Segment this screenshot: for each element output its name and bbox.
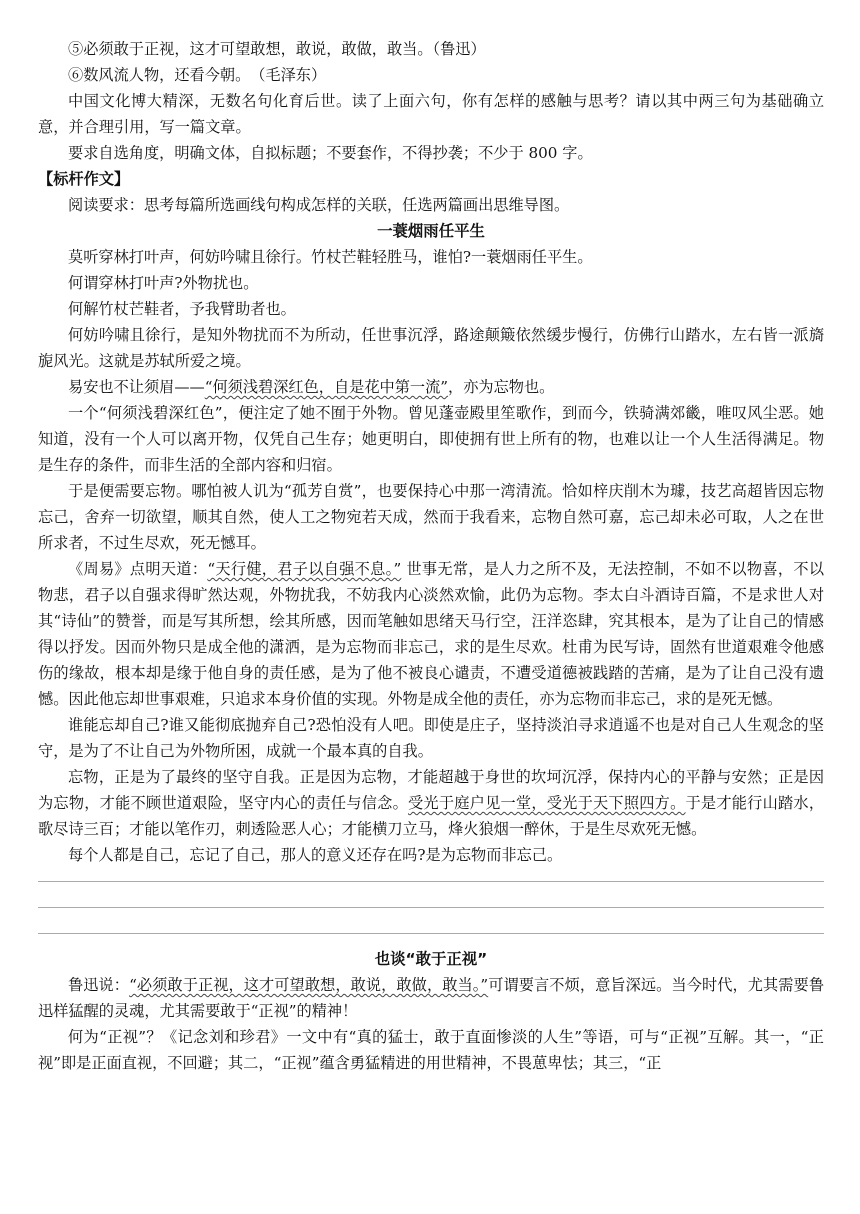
text-span: ，亦为忘物也。	[448, 378, 555, 396]
essay2-paragraph: 何为“正视”？《记念刘和珍君》一文中有“真的猛士，敢于直面惨淡的人生”等语，可与“正视”互解。其一，“正视”即是正面直视，不回避；其二，“正视”蕴含勇猛精进的用世精神，不畏葸卑怯；其三，“正	[38, 1028, 824, 1072]
text-span: 世事无常，是人力之所不及，无法控制，不如不以物喜，不以物悲，君子以自强求得旷然达观，外物扰我，不妨我内心淡然欢愉，此仍为忘物。李太白斗酒诗百篇，不是求世人对其“诗仙”的赞誉，而是写其所想，绘其所感，因而笔触如思绪天马行空，汪洋恣肆，究其根本，是为了让自己的情感得以抒发。因而外物只是成全他的潇洒，是为忘物而非忘己，求的是生尽欢。杜甫为民写诗，固然有世道艰难令他感伤的缘故，根本却是缘于他自身的责任感，是为了他不被良心谴责，不遭受道德被践踏的苦痛，是为了让自己没有遗憾。因此他忘却世事艰难，只追求本身价值的实现。外物是成全他的责任，亦为忘物而非忘己，求的是死无憾。	[38, 560, 825, 708]
essay1-paragraph: 于是便需要忘物。哪怕被人讥为“孤芳自赏”，也要保持心中那一湾清流。恰如梓庆削木为璩，技艺高超皆因忘物忘己，舍弃一切欲望，顺其自然，使人工之物宛若天成，然而于我看来，忘物自然可嘉，忘己却未必可取，人之在世所求者，不过生尽欢，死无憾耳。	[38, 482, 824, 552]
reading-requirement: 阅读要求：思考每篇所选画线句构成怎样的关联，任选两篇画出思维导图。	[68, 196, 570, 214]
prompt-item-5: ⑤必须敢于正视，这才可望敢想，敢说，敢做，敢当。（鲁迅）	[68, 40, 486, 58]
prompt-item-6: ⑥数风流人物，还看今朝。 （毛泽东）	[68, 66, 327, 84]
underlined-quote: “何须浅碧深红色，自是花中第一流”	[204, 378, 449, 396]
underlined-quote: “天行健，君子以自强不息。”	[207, 560, 402, 578]
prompt-task: 中国文化博大精深，无数名句化育后世。读了上面六句，你有怎样的感触与思考？请以其中两三句为基础确立意，并合理引用，写一篇文章。	[38, 92, 824, 136]
text-span: 鲁迅说：	[68, 976, 130, 994]
section-heading: 【标杆作文】	[38, 170, 130, 188]
essay1-paragraph	[38, 764, 824, 842]
text-span: 易安也不让须眉——	[68, 378, 205, 396]
answer-line	[38, 894, 824, 920]
essay1-paragraph: 何解竹杖芒鞋者，予我臂助者也。	[68, 300, 296, 318]
essay1-paragraph	[38, 374, 824, 400]
answer-line	[38, 920, 824, 946]
answer-line	[38, 868, 824, 894]
essay1-paragraph: 何妨吟啸且徐行，是知外物扰而不为所动，任世事沉浮，路途颠簸依然缓步慢行，仿佛行山踏水，左右皆一派旖旎风光。这就是苏轼所爱之境。	[38, 326, 824, 370]
essay1-paragraph: 何谓穿林打叶声?外物扰也。	[68, 274, 259, 292]
essay1-paragraph: 谁能忘却自己?谁又能彻底抛弃自己?恐怕没有人吧。即使是庄子，坚持淡泊寻求逍遥不也是对自己人生观念的坚守，是为了不让自己为外物所困，成就一个最本真的自我。	[38, 716, 824, 760]
prompt-requirement: 要求自选角度，明确文体，自拟标题；不要套作，不得抄袭；不少于 800 字。	[68, 144, 593, 162]
essay1-paragraph	[38, 556, 824, 712]
underlined-quote: “必须敢于正视，这才可望敢想，敢说，敢做，敢当。”	[129, 976, 489, 994]
essay1-paragraph: 每个人都是自己，忘记了自己，那人的意义还存在吗?是为忘物而非忘己。	[68, 846, 563, 864]
underlined-quote: 受光于庭户见一堂，受光于天下照四方。	[408, 794, 686, 812]
essay1-paragraph: 莫听穿林打叶声，何妨吟啸且徐行。竹杖芒鞋轻胜马，谁怕?一蓑烟雨任平生。	[68, 248, 593, 266]
text-span: 于是才能行山踏水，歌尽诗三百；才能以笔作刃，刺透险恶人心；才能横刀立马，烽火狼烟一醉休，于是生尽欢死无憾。	[38, 794, 825, 838]
text-span: 《周易》点明天道：	[68, 560, 208, 578]
essay2-paragraph	[38, 972, 824, 1024]
essay2-title: 也谈“敢于正视”	[374, 950, 488, 968]
essay1-paragraph: 一个“何须浅碧深红色”，便注定了她不囿于外物。曾见蓬壶殿里笙歌作，到而今，铁骑满郊畿，唯叹风尘恶。她知道，没有一个人可以离开物，仅凭自己生存；她更明白，即使拥有世上所有的物，也难以让一个人生活得满足。物是生存的条件，而非生活的全部内容和归宿。	[38, 404, 824, 474]
essay1-title: 一蓑烟雨任平生	[377, 222, 485, 240]
text-span: 可谓要言不烦，意旨深远。当今时代，尤其需要鲁迅样猛醒的灵魂，尤其需要敢于“正视”的精神！	[38, 976, 825, 1020]
document-page	[38, 36, 824, 1076]
text-span: 忘物，正是为了最终的坚守自我。正是因为忘物，才能超越于身世的坎坷沉浮，保持内心的平静与安然；正是因为忘物，才能不顾世道艰险，坚守内心的责任与信念。	[38, 768, 824, 812]
